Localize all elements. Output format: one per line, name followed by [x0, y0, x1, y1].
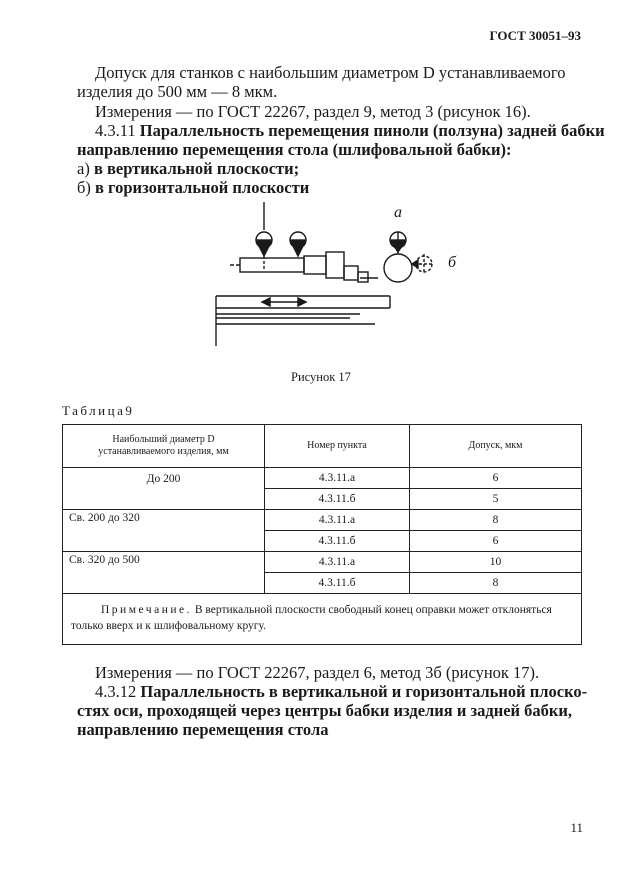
section-4-3-12-title-line2: стях оси, проходящей через центры бабки изделия и задней бабки,: [77, 701, 573, 720]
document-code: ГОСТ 30051–93: [489, 28, 581, 43]
section-title-line1: Параллельность перемещения пиноли (ползуна) задней бабки: [139, 121, 605, 140]
section-title-line1: Параллельность в вертикальной и горизонтальной плоско-: [140, 682, 588, 701]
section-number: 4.3.12: [95, 682, 137, 701]
paragraph-measurement-ref-2: Измерения — по ГОСТ 22267, раздел 6, метод 3б (рисунок 17).: [95, 663, 540, 682]
cell-item: 4.3.11.а: [265, 468, 410, 489]
section-4-3-12-heading: [95, 682, 587, 701]
paragraph-measurement-ref: Измерения — по ГОСТ 22267, раздел 9, метод 3 (рисунок 16).: [95, 102, 531, 121]
cell-tolerance: 8: [410, 510, 582, 531]
section-4-3-11-title-line2: направлению перемещения стола (шлифовальной бабки):: [77, 140, 512, 159]
table-row: [63, 468, 582, 489]
cell-diameter: Св. 200 до 320: [63, 510, 265, 552]
table-row: [63, 510, 582, 531]
cell-item: 4.3.11.а: [265, 552, 410, 573]
cell-item: 4.3.11.б: [265, 531, 410, 552]
cell-tolerance: 10: [410, 552, 582, 573]
header-item-number: Номер пункта: [265, 425, 410, 468]
page-number: 11: [570, 820, 583, 835]
table-row: [63, 552, 582, 573]
cell-item: 4.3.11.а: [265, 510, 410, 531]
header-tolerance: Допуск, мкм: [410, 425, 582, 468]
table-note-row: [63, 594, 582, 645]
item-a-prefix: а): [77, 159, 90, 178]
figure-17-drawing: [200, 196, 480, 356]
section-4-3-12-title-line3: направлению перемещения стола: [77, 720, 329, 739]
table-9: [62, 424, 582, 645]
cell-diameter: До 200: [63, 468, 265, 510]
cell-item: 4.3.11.б: [265, 573, 410, 594]
cell-tolerance: 5: [410, 489, 582, 510]
note-text: В вертикальной плоскости свободный конец оправки может отклоняться только вверх и к шлифовальному кругу.: [71, 604, 552, 632]
figure-label-b: б: [448, 254, 457, 271]
figure-label-a: а: [394, 204, 402, 221]
cell-tolerance: 8: [410, 573, 582, 594]
cell-diameter: Св. 320 до 500: [63, 552, 265, 594]
item-b: [77, 178, 309, 197]
cell-tolerance: 6: [410, 468, 582, 489]
figure-caption: Рисунок 17: [291, 370, 351, 384]
item-a-text: в вертикальной плоскости;: [93, 159, 300, 178]
section-4-3-11-heading: [95, 121, 605, 140]
table-note: [63, 594, 582, 645]
paragraph-tolerance-line1: Допуск для станков с наибольшим диаметром D устанавливаемого: [95, 63, 566, 82]
item-b-text: в горизонтальной плоскости: [95, 178, 310, 197]
paragraph-tolerance-line2: изделия до 500 мм — 8 мкм.: [77, 82, 278, 101]
cell-tolerance: 6: [410, 531, 582, 552]
table-header-row: [63, 425, 582, 468]
item-a: [77, 159, 299, 178]
note-label: Примечание.: [101, 604, 192, 616]
header-diameter: Наибольший диаметр D устанавливаемого изделия, мм: [63, 425, 265, 468]
table-title: Таблица9: [62, 403, 135, 418]
section-number: 4.3.11: [95, 121, 136, 140]
cell-item: 4.3.11.б: [265, 489, 410, 510]
item-b-prefix: б): [77, 178, 91, 197]
